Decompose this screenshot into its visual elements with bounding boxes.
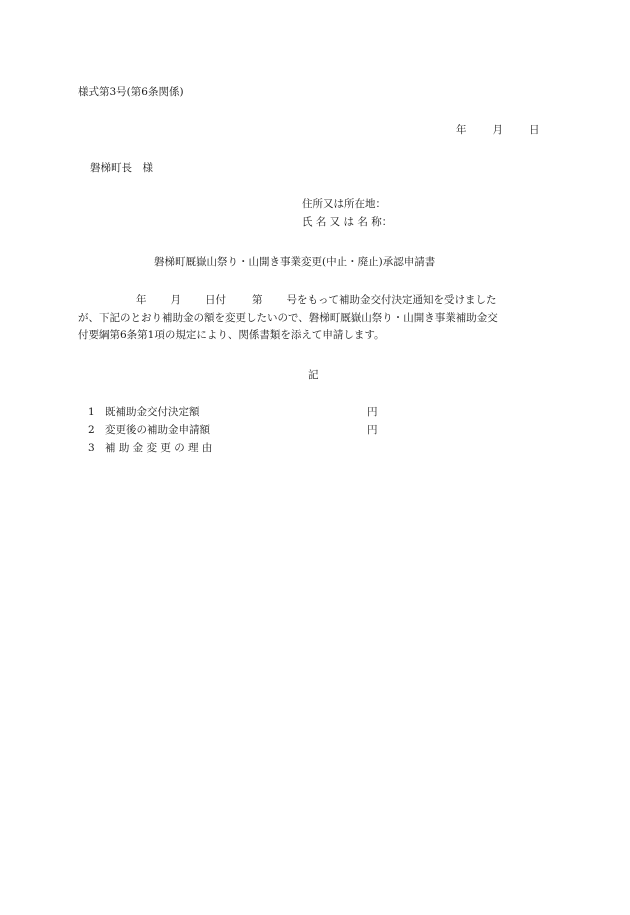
item-label: 変更後の補助金申請額 [105,424,210,436]
name-label: 氏 名 又 は 名 称： [302,216,393,228]
date-year: 年 [456,124,467,136]
item-unit: 円 [367,424,378,436]
body-number-prefix: 第 [252,294,263,306]
address-label: 住所又は所在地： [302,198,386,210]
list-item [88,424,378,437]
item-number: 3 [88,442,95,454]
addressee: 磐梯町長 様 [90,162,153,174]
date-line [456,124,540,137]
list-item [88,442,367,455]
document-title: 磐梯町厩嶽山祭り・山開き事業変更(中止・廃止)承認申請書 [154,256,436,268]
item-label: 既補助金交付決定額 [105,406,200,418]
body-month: 月 [170,294,181,306]
body-paragraph [78,292,554,345]
item-label: 補 助 金 変 更 の 理 由 [105,442,213,454]
item-number: 1 [88,406,95,418]
list-item [88,406,378,419]
date-month: 月 [492,124,503,136]
ki-heading: 記 [308,369,319,381]
body-day-dated: 日付 [205,294,226,306]
body-year: 年 [136,294,147,306]
body-line1-rest: 号をもって補助金交付決定通知を受けました [286,294,497,306]
body-line-2: が、下記のとおり補助金の額を変更したいので、磐梯町厩嶽山祭り・山開き事業補助金交 [78,311,498,324]
date-day: 日 [529,124,540,136]
item-number: 2 [88,424,95,436]
body-line-3: 付要綱第6条第1項の規定により、関係書類を添えて申請します。 [78,329,385,341]
item-unit: 円 [367,406,378,418]
form-number: 様式第3号(第6条関係) [78,86,184,98]
body-line-1 [78,292,554,310]
